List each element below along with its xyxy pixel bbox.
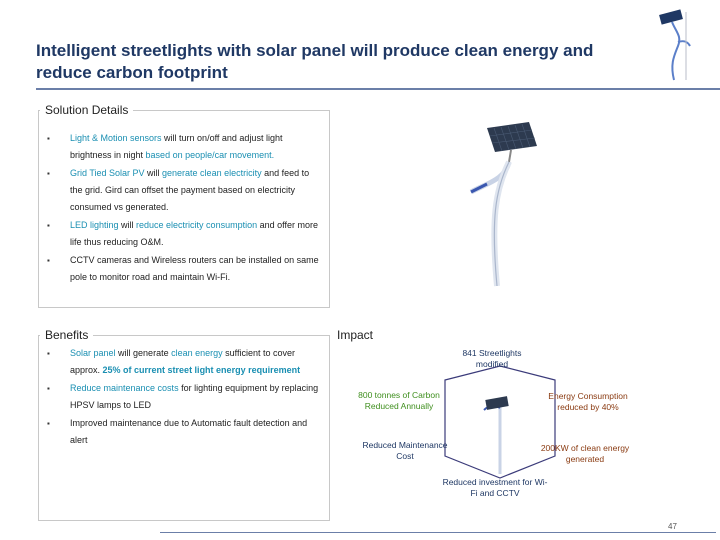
bullet-icon: ▪ (47, 349, 50, 358)
benefits-list (44, 345, 324, 450)
impact-maintenance-cost: Reduced Maintenance Cost (362, 440, 448, 461)
page-number: 47 (668, 522, 677, 531)
list-item: ▪ Light & Motion sensors will turn on/off and adjust light brightness in night based on people/car movement. (44, 130, 324, 164)
page-title: Intelligent streetlights with solar panel will produce clean energy and reduce carbon footprint (36, 41, 594, 82)
bullet-icon: ▪ (47, 134, 50, 143)
bullet-icon: ▪ (47, 419, 50, 428)
title-divider (36, 88, 720, 90)
list-item: ▪ CCTV cameras and Wireless routers can be installed on same pole to monitor road and maintain Wi-Fi. (44, 252, 324, 286)
impact-clean-energy: 200KW of clean energy generated (540, 443, 630, 464)
list-item: ▪ Solar panel will generate clean energy sufficient to cover approx. 25% of current street light energy requirement (44, 345, 324, 379)
solution-list (44, 130, 324, 287)
impact-energy-consumption: Energy Consumption reduced by 40% (548, 391, 628, 412)
bullet-icon: ▪ (47, 256, 50, 265)
list-item: ▪ LED lighting will reduce electricity consumption and offer more life thus reducing O&M. (44, 217, 324, 251)
footer-divider (160, 532, 716, 533)
impact-wifi-cctv: Reduced investment for Wi-Fi and CCTV (442, 477, 548, 498)
streetlight-logo-icon (652, 6, 692, 84)
impact-heading: Impact (332, 328, 378, 342)
impact-carbon-reduced: 800 tonnes of Carbon Reduced Annually (358, 390, 440, 411)
solar-streetlight-icon (465, 120, 555, 290)
impact-streetlights-modified: 841 Streetlights modified (462, 348, 522, 369)
solution-details-heading: Solution Details (40, 103, 133, 117)
list-item: ▪ Improved maintenance due to Automatic fault detection and alert (44, 415, 324, 449)
bullet-icon: ▪ (47, 384, 50, 393)
bullet-icon: ▪ (47, 169, 50, 178)
benefits-heading: Benefits (40, 328, 93, 342)
bullet-icon: ▪ (47, 221, 50, 230)
list-item: ▪ Reduce maintenance costs for lighting equipment by replacing HPSV lamps to LED (44, 380, 324, 414)
list-item: ▪ Grid Tied Solar PV will generate clean electricity and feed to the grid. Gird can offset the payment based on electricity consumed vs generated. (44, 165, 324, 216)
